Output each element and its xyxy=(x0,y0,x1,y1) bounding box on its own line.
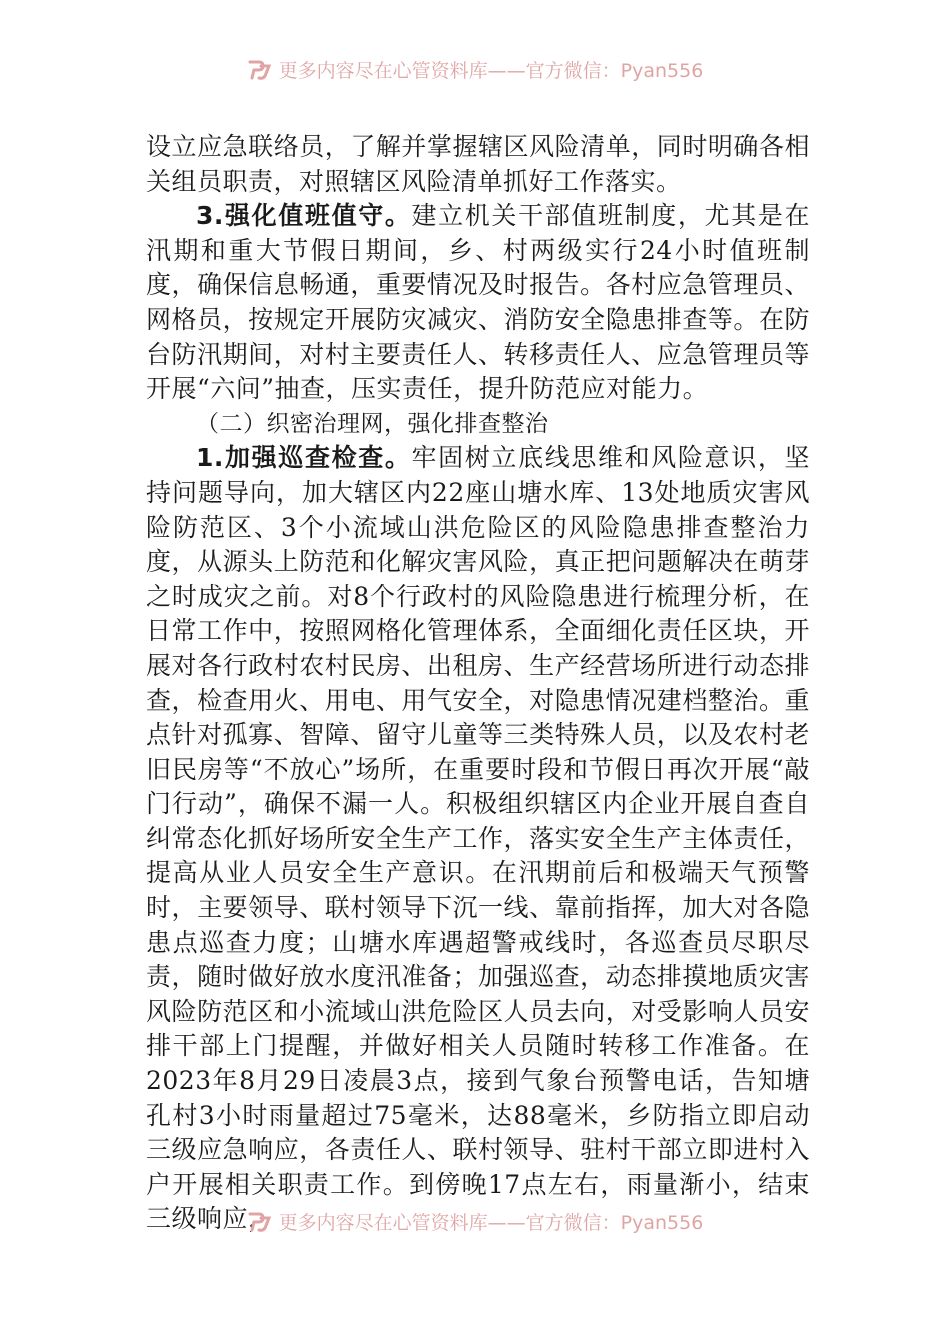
paragraph-continuation: 设立应急联络员，了解并掌握辖区风险清单，同时明确各相关组员职责，对照辖区风险清单抓好工作落实。 xyxy=(146,132,810,196)
watermark-logo-icon xyxy=(247,1210,273,1232)
paragraph-duty xyxy=(146,199,810,407)
section-title: （二）织密治理网，强化排查整治 xyxy=(196,410,549,437)
paragraph-patrol xyxy=(146,441,810,1237)
paragraph-duty-heading: 3.强化值班值守。 xyxy=(196,201,412,231)
watermark-logo-icon xyxy=(247,58,273,80)
paragraph-duty-body: 建立机关干部值班制度，尤其是在汛期和重大节假日期间，乡、村两级实行24小时值班制度，确保信息畅通，重要情况及时报告。各村应急管理员、网格员，按规定开展防灾减灾、消防安全隐患排查等。在防台防汛期间，对村主要责任人、转移责任人、应急管理员等开展“六问”抽查，压实责任，提升防范应对能力。 xyxy=(146,201,810,404)
watermark-text: 更多内容尽在心管资料库——官方微信：Pyan556 xyxy=(278,59,704,82)
paragraph-patrol-body: 牢固树立底线思维和风险意识，坚持问题导向，加大辖区内22座山塘水库、13处地质灾害风险防范区、3个小流域山洪危险区的风险隐患排查整治力度，从源头上防范和化解灾害风险，真正把问题解决在萌芽之时成灾之前。对8个行政村的风险隐患进行梳理分析，在日常工作中，按照网格化管理体系，全面细化责任区块，开展对各行政村农村民房、出租房、生产经营场所进行动态排查，检查用火、用电、用气安全，对隐患情况建档整治。重点针对孤寡、智障、留守儿童等三类特殊人员，以及农村老旧民房等“不放心”场所，在重要时段和节假日再次开展“敲门行动”，确保不漏一人。积极组织辖区内企业开展自查自纠常态化抓好场所安全生产工作，落实安全生产主体责任，提高从业人员安全生产意识。在汛期前后和极端天气预警时，主要领导、联村领导下沉一线、靠前指挥，加大对各隐患点巡查力度；山塘水库遇超警戒线时，各巡查员尽职尽责，随时做好放水度汛准备；加强巡查，动态排摸地质灾害风险防范区和小流域山洪危险区人员去向，对受影响人员安排干部上门提醒，并做好相关人员随时转移工作准备。在2023年8月29日凌晨3点，接到气象台预警电话，告知塘孔村3小时雨量超过75毫米，达88毫米，乡防指立即启动三级应急响应，各责任人、联村领导、驻村干部立即进村入户开展相关职责工作。到傍晚17点左右，雨量渐小，结束三级响应， xyxy=(146,443,810,1234)
paragraph-patrol-heading: 1.加强巡查检查。 xyxy=(196,443,412,473)
document-body xyxy=(146,130,810,1237)
watermark-text: 更多内容尽在心管资料库——官方微信：Pyan556 xyxy=(278,1211,704,1234)
watermark-header xyxy=(0,54,950,84)
watermark-footer xyxy=(0,1206,950,1236)
